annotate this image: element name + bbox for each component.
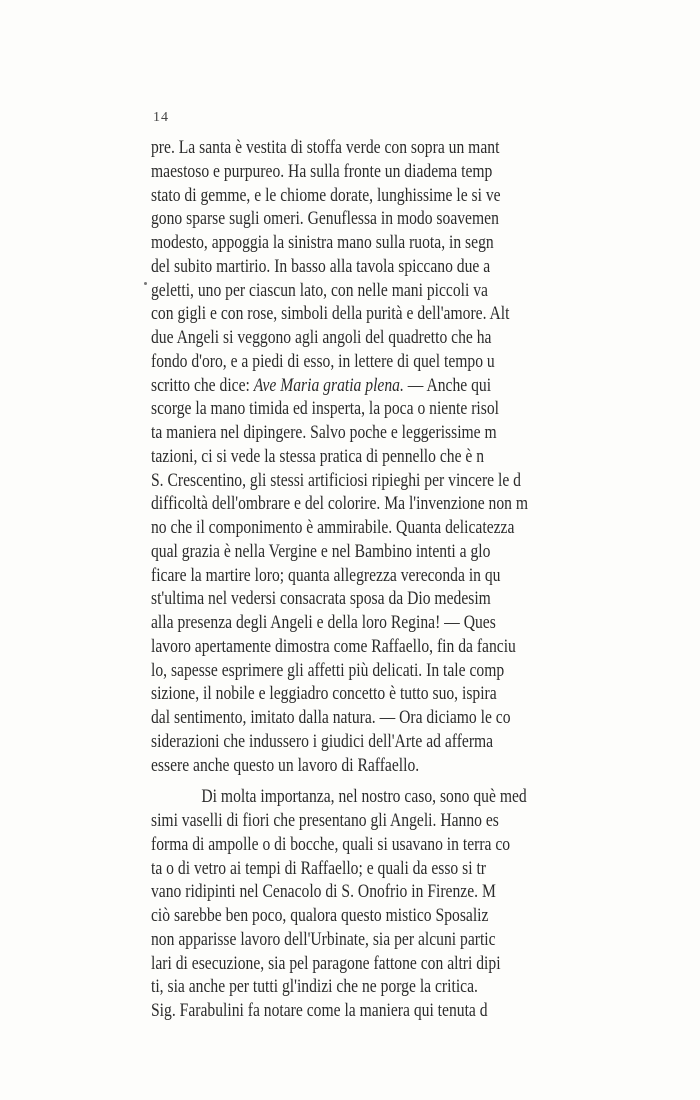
text-line [151, 952, 672, 976]
margin-mark [144, 282, 147, 285]
text-segment: scritto che dice: [151, 374, 254, 396]
text-line [151, 207, 672, 231]
text-segment: lo, sapesse esprimere gli affetti più delicati. In tale comp [151, 659, 505, 681]
text-segment: S. Crescentino, gli stessi artificiosi ripieghi per vincere le d [151, 469, 521, 491]
text-segment: tazioni, ci si vede la stessa pratica di pennello che è n [151, 445, 485, 467]
text-line [151, 184, 672, 208]
text-line [151, 279, 672, 303]
text-line [151, 611, 672, 635]
text-line [151, 857, 672, 881]
text-line [151, 999, 672, 1023]
text-segment: ficare la martire loro; quanta allegrezza vereconda in qu [151, 564, 501, 586]
text-line [151, 880, 672, 904]
page-number: 14 [153, 110, 169, 125]
text-segment: ciò sarebbe ben poco, qualora questo mistico Sposaliz [151, 905, 489, 926]
text-line [151, 706, 672, 730]
text-segment: lavoro apertamente dimostra come Raffaello, fin da fanciu [151, 635, 516, 657]
text-line [151, 975, 672, 999]
text-line [151, 255, 672, 279]
text-segment: Sig. Farabulini fa notare come la maniera qui tenuta d [151, 1000, 488, 1021]
text-line [151, 904, 672, 928]
text-line [151, 421, 672, 445]
text-line [151, 397, 672, 421]
body-text [151, 136, 672, 1023]
text-line [151, 809, 672, 833]
text-line [151, 564, 672, 588]
text-line [151, 516, 672, 540]
text-line [151, 231, 672, 255]
text-line [151, 754, 672, 778]
italic-quote: Ave Maria gratia plena. [253, 374, 404, 396]
text-segment: ta o di vetro ai tempi di Raffaello; e quali da esso si tr [151, 857, 487, 879]
text-segment: vano ridipinti nel Cenacolo di S. Onofrio in Firenze. M [151, 881, 496, 903]
text-line [151, 659, 672, 683]
text-line [151, 350, 672, 374]
text-line [151, 302, 672, 326]
text-line [151, 730, 672, 754]
text-segment: simi vaselli di fiori che presentano gli Angeli. Hanno es [151, 810, 499, 831]
text-line [151, 540, 672, 564]
text-segment: Di molta importanza, nel nostro caso, sono què med [201, 786, 527, 808]
text-segment: qual grazia è nella Vergine e nel Bambino intenti a glo [151, 540, 491, 562]
text-segment: alla presenza degli Angeli e della loro Regina! — Ques [151, 612, 496, 633]
text-line [151, 445, 672, 469]
text-segment: sizione, il nobile e leggiadro concetto è tutto suo, ispira [151, 683, 497, 705]
text-segment: del subito martirio. In basso alla tavola spiccano due a [151, 255, 491, 277]
text-segment: st'ultima nel vedersi consacrata sposa da Dio medesim [151, 588, 491, 610]
text-segment: ti, sia anche per tutti gl'indizi che ne porge la critica. [151, 976, 478, 998]
text-segment: gono sparse sugli omeri. Genuflessa in modo soavemen [151, 208, 499, 230]
text-segment: lari di esecuzione, sia pel paragone fattone con altri dipi [151, 952, 501, 974]
text-segment: siderazioni che indussero i giudici dell'Arte ad afferma [151, 730, 494, 752]
text-line [151, 635, 672, 659]
text-line [151, 326, 672, 350]
text-line [151, 833, 672, 857]
text-line [151, 469, 672, 493]
text-segment: no che il componimento è ammirabile. Quanta delicatezza [151, 517, 515, 538]
text-segment: due Angeli si veggono agli angoli del quadretto che ha [151, 327, 492, 348]
text-segment: geletti, uno per ciascun lato, con nelle mani piccoli va [151, 279, 488, 301]
text-line [151, 160, 672, 184]
text-line [151, 928, 672, 952]
text-line [151, 136, 672, 160]
text-line [151, 492, 672, 516]
text-segment: — Anche qui [403, 374, 492, 396]
text-segment: difficoltà dell'ombrare e del colorire. Ma l'invenzione non m [151, 493, 529, 515]
text-segment: fondo d'oro, e a piedi di esso, in lettere di quel tempo u [151, 350, 495, 372]
text-line [151, 682, 672, 706]
text-segment: forma di ampolle o di bocche, quali si usavano in terra co [151, 833, 511, 855]
text-segment: scorge la mano timida ed insperta, la poca o niente risol [151, 398, 499, 420]
text-segment: pre. La santa è vestita di stoffa verde con sopra un mant [151, 137, 500, 158]
text-segment: essere anche questo un lavoro di Raffaello. [151, 754, 420, 776]
text-segment: maestoso e purpureo. Ha sulla fronte un diadema temp [151, 160, 493, 182]
text-segment: ta maniera nel dipingere. Salvo poche e leggerissime m [151, 422, 497, 443]
text-segment: non apparisse lavoro dell'Urbinate, sia per alcuni partic [151, 928, 496, 950]
text-segment: dal sentimento, imitato dalla natura. — Ora diciamo le co [151, 707, 511, 728]
text-segment: con gigli e con rose, simboli della purità e dell'amore. Alt [151, 303, 510, 325]
text-segment: stato di gemme, e le chiome dorate, lunghissime le si ve [151, 184, 501, 206]
text-line [151, 587, 672, 611]
text-line [151, 785, 672, 809]
text-segment: modesto, appoggia la sinistra mano sulla ruota, in segn [151, 232, 494, 253]
text-line [151, 374, 672, 398]
